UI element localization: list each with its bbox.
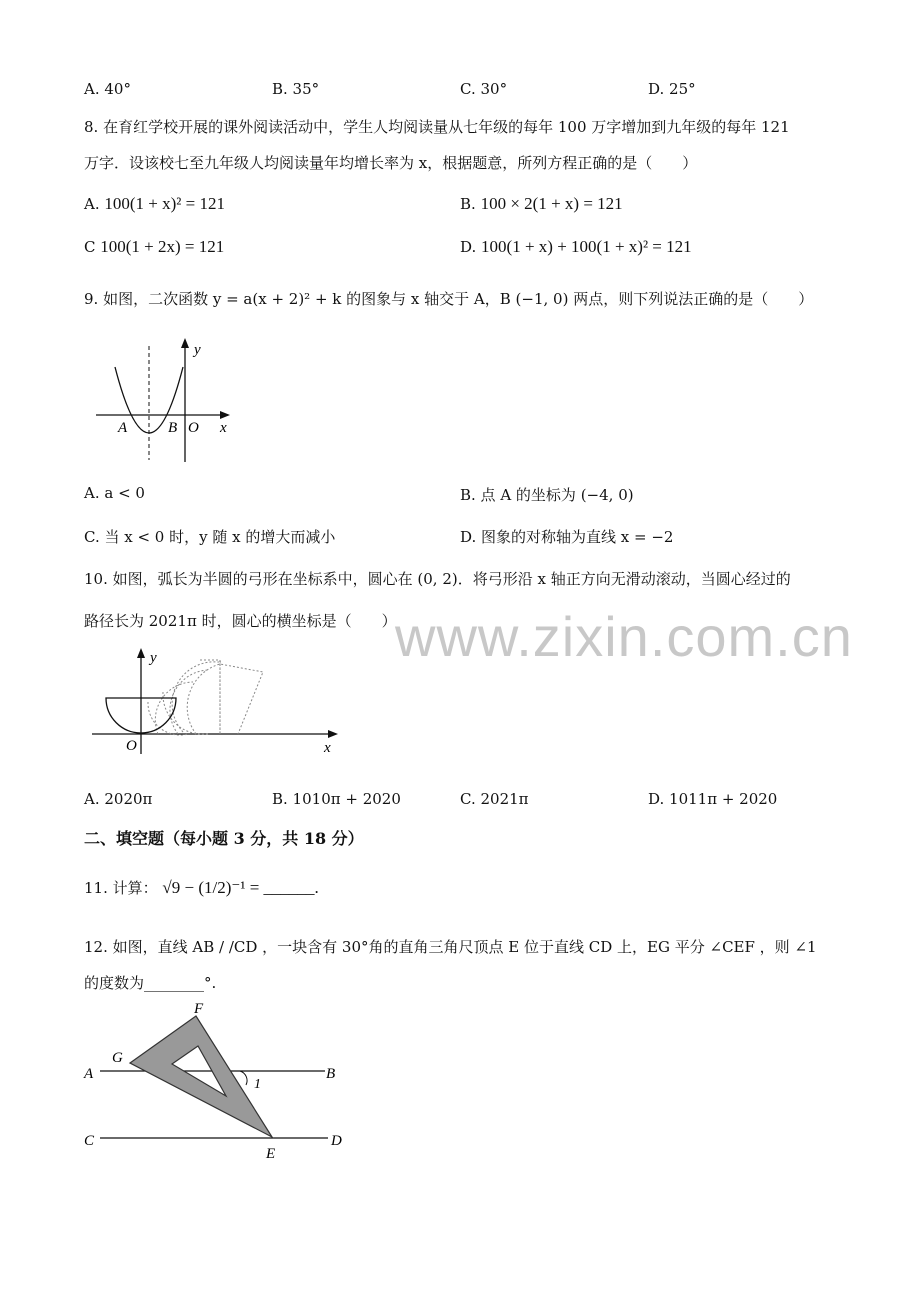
origin-label: O	[126, 738, 137, 754]
q8-stem-line1: 8. 在育红学校开展的课外阅读活动中，学生人均阅读量从七年级的每年 100 万字增加到九年级的每年 121	[84, 118, 790, 136]
label-d: D	[331, 1133, 342, 1149]
q12-stem-line2: 的度数为________°.	[84, 974, 217, 992]
q8-option-b-label: B.	[460, 195, 476, 213]
q8-option-b-equation: 100 × 2(1 + x) = 121	[480, 194, 623, 213]
q8-option-d	[460, 237, 692, 257]
point-b-label: B	[168, 420, 178, 436]
label-g: G	[112, 1050, 123, 1066]
q8-option-a	[84, 194, 225, 214]
q8-option-a-equation: 100(1 + x)² = 121	[104, 194, 225, 213]
q10-stem-line1: 10. 如图，弧长为半圆的弓形在坐标系中，圆心在 (0, 2)．将弓形沿 x 轴正方向无滑动滚动，当圆心经过的	[84, 570, 791, 588]
label-f: F	[194, 1001, 204, 1017]
y-label: y	[150, 650, 157, 666]
y-axis-arrow	[137, 648, 145, 658]
q8-option-d-label: D.	[460, 238, 477, 256]
q9-option-b: B. 点 A 的坐标为 (−4, 0)	[460, 486, 634, 504]
q8-option-d-equation: 100(1 + x) + 100(1 + x)² = 121	[481, 237, 692, 256]
q8-stem-line2: 万字．设该校七至九年级人均阅读量年均增长率为 x，根据题意，所列方程正确的是（ ）	[84, 154, 698, 172]
q9-option-c: C. 当 x < 0 时，y 随 x 的增大而减小	[84, 528, 336, 546]
q12-stem-line1: 12. 如图，直线 AB / /CD ，一块含有 30°角的直角三角尺顶点 E 位于直线 CD 上，EG 平分 ∠CEF ，则 ∠1	[84, 938, 817, 956]
label-e: E	[266, 1146, 276, 1162]
x-label: x	[220, 420, 227, 436]
label-b: B	[326, 1066, 336, 1082]
x-axis-arrow	[328, 730, 338, 738]
q7-option-a: A. 40°	[84, 80, 131, 98]
q8-option-c-equation: 100(1 + 2x) = 121	[100, 237, 225, 256]
q10-option-c: C. 2021π	[460, 790, 529, 808]
point-a-label: A	[118, 420, 128, 436]
set-square	[130, 1016, 272, 1137]
q10-option-b: B. 1010π + 2020	[272, 790, 401, 808]
q9-stem: 9. 如图，二次函数 y = a(x + 2)² + k 的图象与 x 轴交于 A，B (−1, 0) 两点，则下列说法正确的是（ ）	[84, 290, 814, 308]
label-angle-1: 1	[254, 1077, 261, 1092]
q11-expression: √9 − (1/2)⁻¹ = ______.	[162, 878, 319, 897]
y-axis-arrow	[181, 338, 189, 348]
label-a: A	[84, 1066, 94, 1082]
q7-option-b: B. 35°	[272, 80, 320, 98]
watermark: www.zixin.com.cn	[395, 605, 853, 668]
x-label: x	[324, 740, 331, 756]
q11	[84, 877, 319, 898]
q10-option-a: A. 2020π	[84, 790, 153, 808]
q11-prefix: 11. 计算：	[84, 879, 158, 897]
q7-option-d: D. 25°	[648, 80, 696, 98]
q9-option-a: A. a < 0	[84, 484, 145, 502]
x-axis-arrow	[220, 411, 230, 419]
q10-segment-figure	[88, 642, 348, 760]
q8-option-c-label: C	[84, 238, 96, 256]
q9-option-d: D. 图象的对称轴为直线 x = −2	[460, 528, 674, 546]
q8-option-a-label: A.	[84, 195, 100, 213]
q12-triangle-figure	[80, 996, 360, 1166]
section-two-heading: 二、填空题（每小题 3 分，共 18 分）	[84, 829, 364, 848]
q10-option-d: D. 1011π + 2020	[648, 790, 778, 808]
origin-label: O	[188, 420, 199, 436]
q7-option-c: C. 30°	[460, 80, 508, 98]
q9-parabola-figure	[88, 332, 248, 464]
q8-option-c	[84, 237, 224, 257]
q10-stem-line2: 路径长为 2021π 时，圆心的横坐标是（ ）	[84, 612, 397, 630]
label-c: C	[84, 1133, 95, 1149]
y-label: y	[194, 342, 201, 358]
q8-option-b	[460, 194, 623, 214]
angle-1-arc	[240, 1071, 247, 1085]
